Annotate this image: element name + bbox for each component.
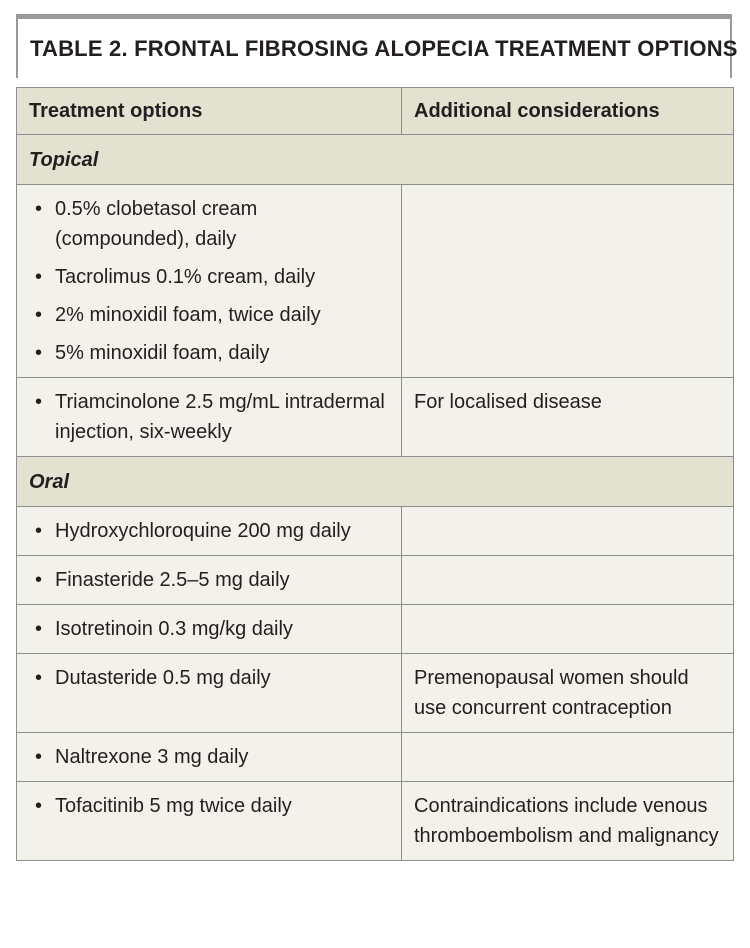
treatment-text: Dutasteride 0.5 mg daily [55,667,271,689]
treatment-list [29,614,389,644]
list-item [29,194,389,254]
treatment-cell [17,733,402,782]
table-row [17,507,734,556]
consideration-cell [402,605,734,654]
list-item [29,565,389,595]
list-item [29,262,389,292]
treatment-table [16,87,734,861]
table-row [17,378,734,457]
list-item [29,300,389,330]
section-label: Topical [17,135,734,185]
header-additional-considerations: Additional considerations [402,88,734,135]
treatment-text: Isotretinoin 0.3 mg/kg daily [55,618,293,640]
consideration-cell [402,185,734,378]
list-item [29,742,389,772]
treatment-list [29,516,389,546]
treatment-text: Triamcinolone 2.5 mg/mL intradermal injection, six-weekly [55,391,385,443]
table-row [17,185,734,378]
treatment-list [29,663,389,693]
consideration-cell [402,507,734,556]
consideration-cell: For localised disease [402,378,734,457]
section-row-oral [17,457,734,507]
bullet-icon: • [35,667,43,689]
bullet-icon: • [35,569,43,591]
bullet-icon: • [35,304,43,326]
treatment-text: 2% minoxidil foam, twice daily [55,304,321,326]
treatment-cell [17,782,402,861]
treatment-text: Tofacitinib 5 mg twice daily [55,795,292,817]
consideration-cell [402,733,734,782]
treatment-text: 5% minoxidil foam, daily [55,342,270,364]
table-row [17,556,734,605]
consideration-cell: Contraindications include venous thromboembolism and malignancy [402,782,734,861]
treatment-cell [17,605,402,654]
treatment-text: Tacrolimus 0.1% cream, daily [55,266,316,288]
treatment-list [29,387,389,447]
header-treatment-options: Treatment options [17,88,402,135]
list-item [29,338,389,368]
treatment-cell [17,185,402,378]
treatment-cell [17,378,402,457]
list-item [29,791,389,821]
bullet-icon: • [35,198,43,220]
section-label: Oral [17,457,734,507]
table-row [17,605,734,654]
treatment-list [29,791,389,821]
treatment-text: Finasteride 2.5–5 mg daily [55,569,290,591]
bullet-icon: • [35,520,43,542]
treatment-cell [17,556,402,605]
section-row-topical [17,135,734,185]
treatment-text: Naltrexone 3 mg daily [55,746,249,768]
bullet-icon: • [35,266,43,288]
list-item [29,663,389,693]
table-title: TABLE 2. FRONTAL FIBROSING ALOPECIA TREATMENT OPTIONS [30,36,738,61]
bullet-icon: • [35,746,43,768]
bullet-icon: • [35,391,43,413]
treatment-text: 0.5% clobetasol cream (compounded), daily [55,198,258,250]
consideration-cell [402,556,734,605]
treatment-list [29,565,389,595]
treatment-table-body [17,88,734,861]
table-header-row [17,88,734,135]
treatment-list [29,194,389,368]
bullet-icon: • [35,618,43,640]
table-title-box [16,14,738,78]
treatment-text: Hydroxychloroquine 200 mg daily [55,520,351,542]
table-row [17,782,734,861]
treatment-list [29,742,389,772]
bullet-icon: • [35,342,43,364]
table-row [17,733,734,782]
treatment-cell [17,507,402,556]
table-row [17,654,734,733]
list-item [29,387,389,447]
consideration-cell: Premenopausal women should use concurrent contraception [402,654,734,733]
list-item [29,516,389,546]
bullet-icon: • [35,795,43,817]
treatment-cell [17,654,402,733]
list-item [29,614,389,644]
